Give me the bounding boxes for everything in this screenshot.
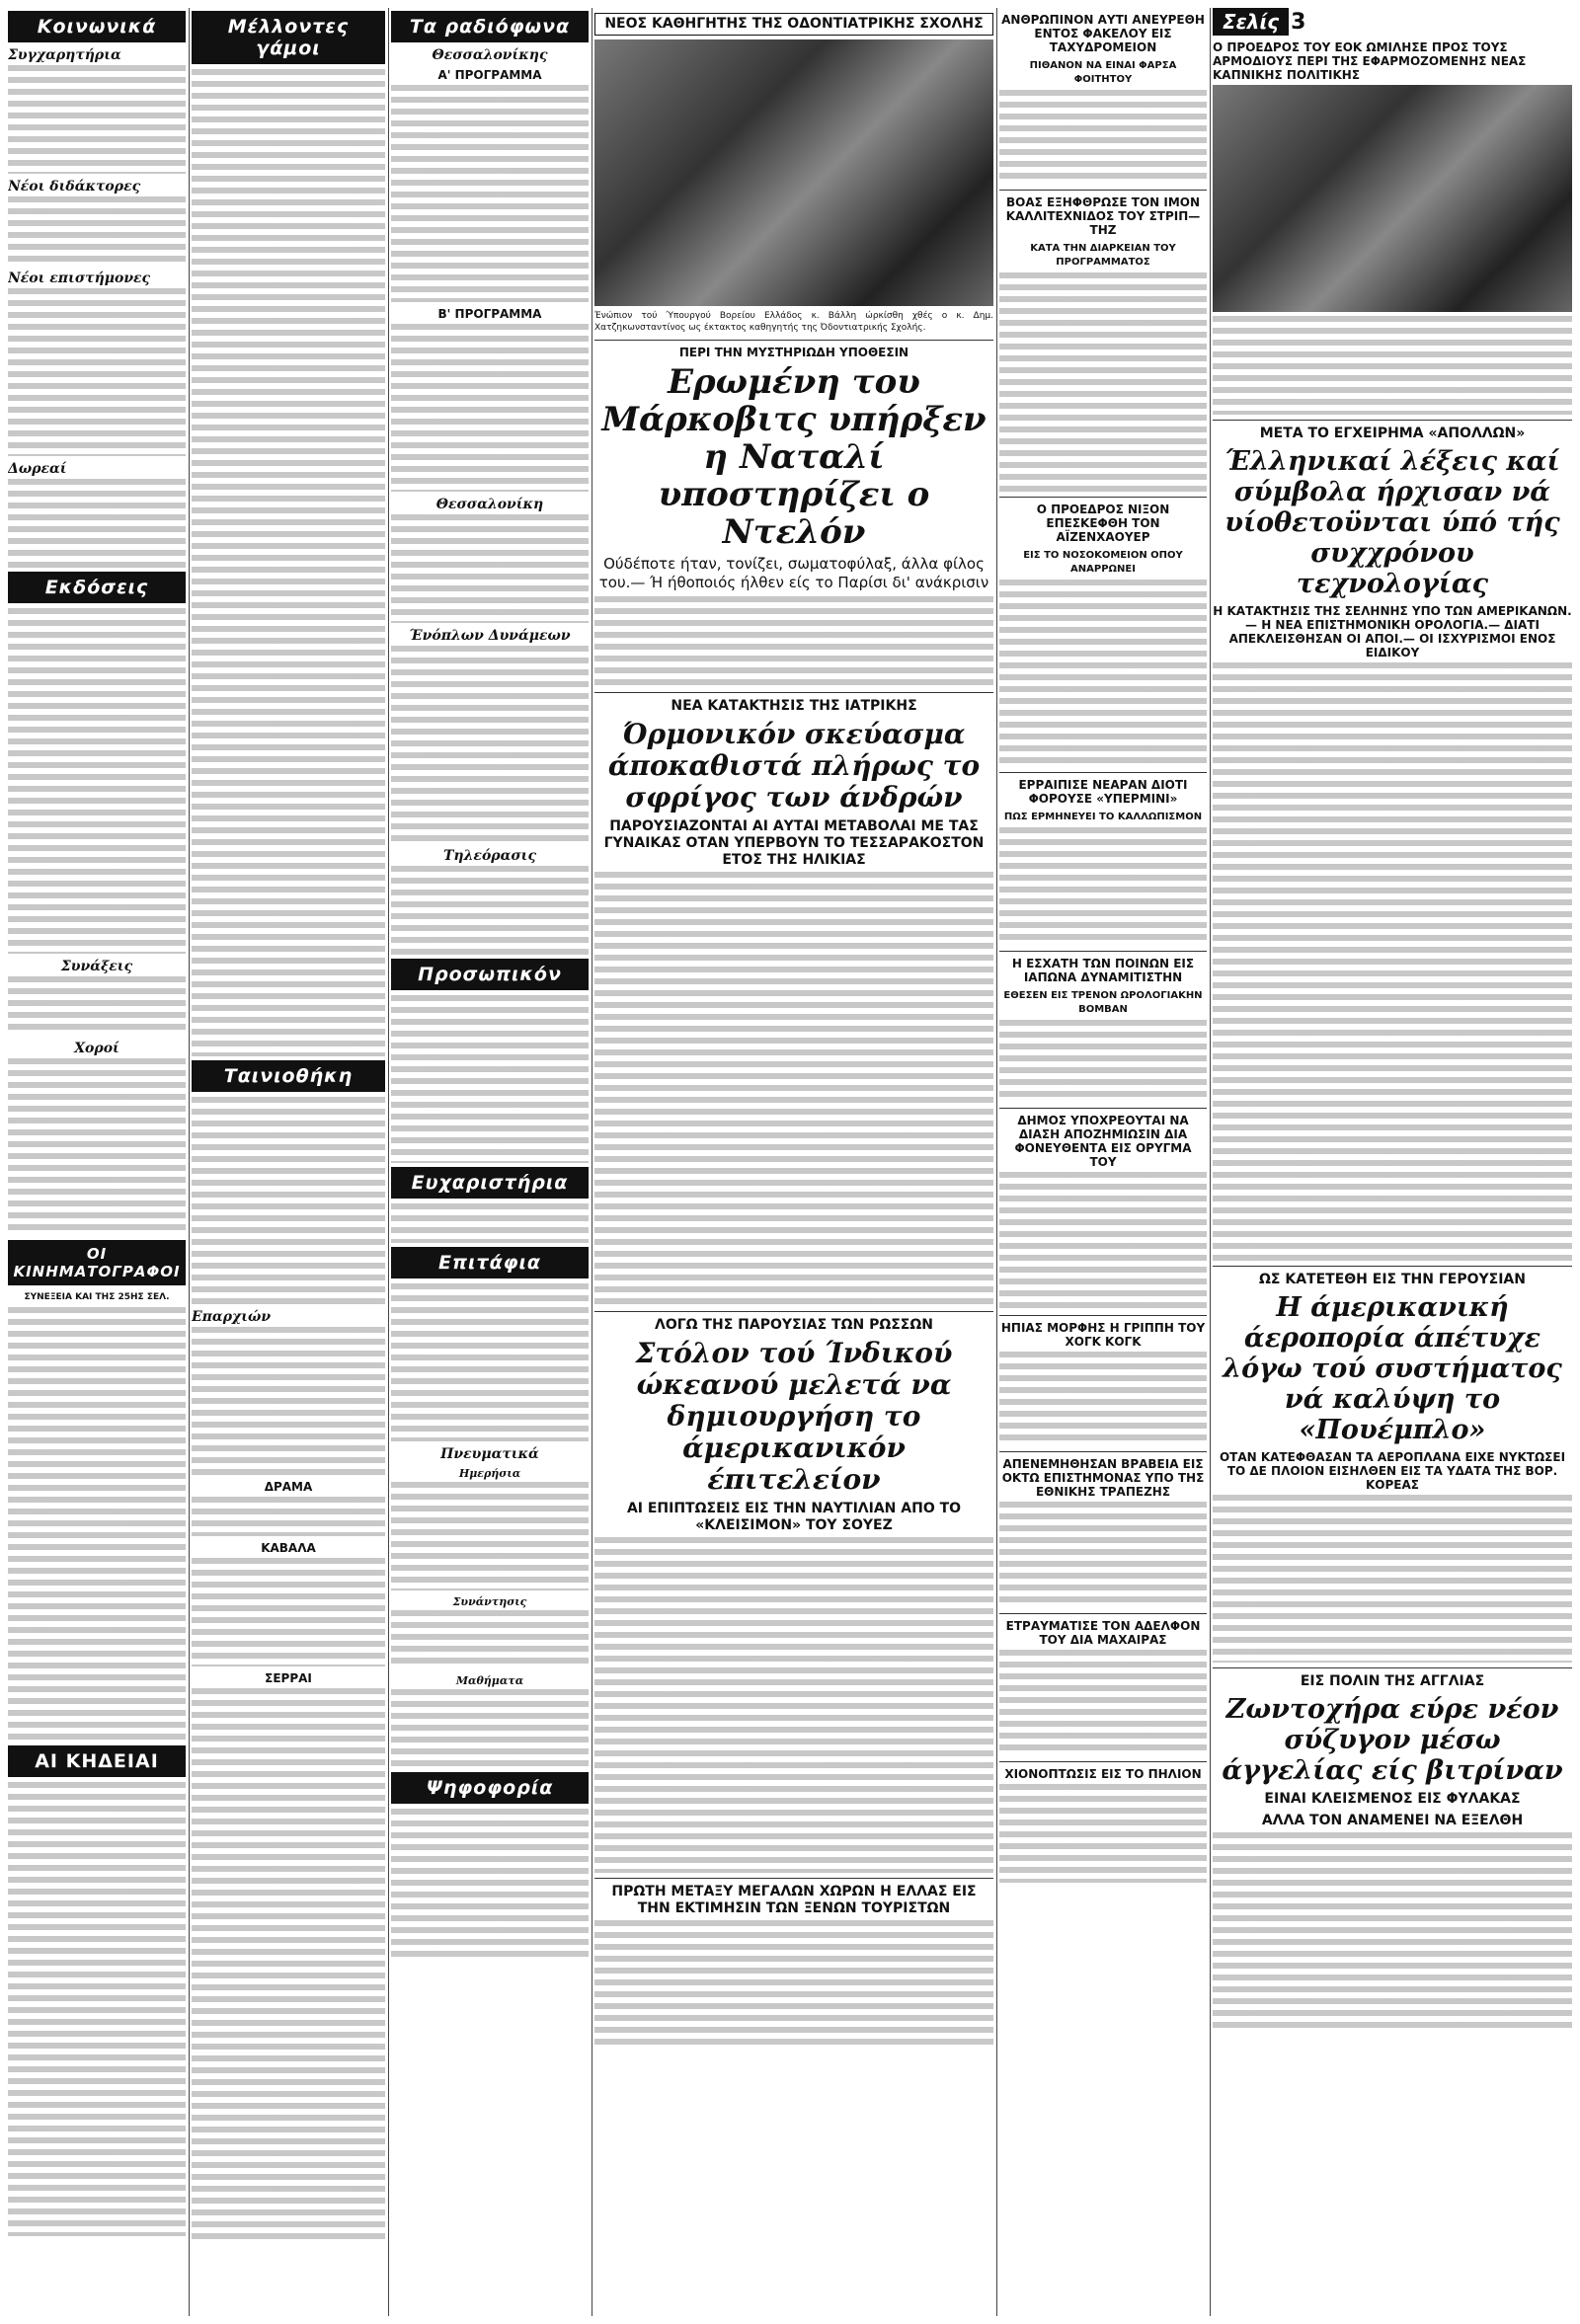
subsection-heading: Συνάξεις xyxy=(60,959,133,974)
subsection-heading: ΚΑΒΑΛΑ xyxy=(261,1541,316,1555)
section-banner-funerals: ΑΙ ΚΗΔΕΙΑΙ xyxy=(8,1745,186,1777)
text-block xyxy=(192,69,385,1056)
text-block xyxy=(391,1610,589,1669)
column-rule xyxy=(996,8,997,2316)
subsection-heading: Συγχαρητήρια xyxy=(8,47,121,63)
headline-japan-dynamite: Η ΕΣΧΑΤΗ ΤΩΝ ΠΟΙΝΩΝ ΕΙΣ ΙΑΠΩΝΑ ΔΥΝΑΜΙΤΙΣΤΗΝ xyxy=(1011,957,1195,984)
headline-snowfall: ΧΙΟΝΟΠΤΩΣΙΣ ΕΙΣ ΤΟ ΠΗΛΙΟΝ xyxy=(1004,1767,1202,1781)
headline-greek-words-technology: Έλληνικαί λέξεις καί σύμβολα ήρχισαν νά υίοθετοϋνται ύπό τής συχχρόνου τεχνολογίας xyxy=(1224,446,1560,599)
headline-kicker: ΕΙΣ ΠΟΛΙΝ ΤΗΣ ΑΓΓΛΙΑΣ xyxy=(1300,1673,1485,1689)
photo-swearing-in xyxy=(594,39,993,306)
text-block xyxy=(999,1020,1207,1103)
headline-boa: ΒΟΑΣ ΕΞΗΦΘΡΩΣΕ ΤΟΝ ΙΜΟΝ ΚΑΛΛΙΤΕΧΝΙΔΟΣ ΤΟΥ ΣΤΡΙΠ—ΤΗΖ xyxy=(1005,195,1201,237)
headline-eok-president: Ο ΠΡΟΕΔΡΟΣ ΤΟΥ ΕΟΚ ΩΜΙΛΗΣΕ ΠΡΟΣ ΤΟΥΣ ΑΡΜΟΔΙΟΥΣ ΠΕΡΙ ΤΗΣ ΕΦΑΡΜΟΖΟΜΕΝΗΣ ΝΕΑΣ ΚΑΠΝΙΚΗΣ ΠΟΛΙΤΙΚΗΣ xyxy=(1213,40,1527,82)
page-number: 3 xyxy=(1291,10,1306,35)
text-block xyxy=(8,479,186,568)
text-block xyxy=(391,85,589,302)
divider xyxy=(999,1315,1207,1316)
text-block xyxy=(192,1497,385,1536)
column-social xyxy=(8,8,186,2316)
headline-deck: ΚΑΤΑ ΤΗΝ ΔΙΑΡΚΕΙΑΝ ΤΟΥ ΠΡΟΓΡΑΜΜΑΤΟΣ xyxy=(1030,243,1176,268)
text-block xyxy=(999,1502,1207,1608)
headline-knife: ΕΤΡΑΥΜΑΤΙΣΕ ΤΟΝ ΑΔΕΛΦΟΝ ΤΟΥ ΔΙΑ ΜΑΧΑΙΡΑΣ xyxy=(1005,1619,1201,1647)
text-block xyxy=(391,514,589,623)
text-block xyxy=(1213,316,1572,415)
column-radio xyxy=(391,8,589,2316)
headline-flu: ΗΠΙΑΣ ΜΟΡΦΗΣ Η ΓΡΙΠΠΗ ΤΟΥ ΧΟΓΚ ΚΟΓΚ xyxy=(1000,1321,1206,1349)
divider xyxy=(999,1451,1207,1452)
column-rule xyxy=(189,8,190,2316)
subsection-heading: Α' ΠΡΟΓΡΑΜΜΑ xyxy=(437,68,542,82)
headline-widow-ad: Ζωντοχήρα εύρε νέον σύζυγον μέσω άγγελίας είς βιτρίναν xyxy=(1222,1694,1563,1786)
headline-human-ear: ΑΝΘΡΩΠΙΝΟΝ ΑΥΤΙ ΑΝΕΥΡΕΘΗ ΕΝΤΟΣ ΦΑΚΕΛΟΥ ΕΙΣ ΤΑΧΥΔΡΟΜΕΙΟΝ xyxy=(1001,13,1205,54)
text-block xyxy=(594,1920,993,2049)
divider xyxy=(999,1761,1207,1762)
text-block xyxy=(594,872,993,1306)
headline-markovic-case: Ερωμένη του Μάρκοβιτς υπήρξεν η Ναταλί υποστηρίζει ο Ντελόν xyxy=(601,362,987,552)
headline-deck: ΕΙΣ ΤΟ ΝΟΣΟΚΟΜΕΙΟΝ ΟΠΟΥ ΑΝΑΡΡΩΝΕΙ xyxy=(1023,550,1183,575)
text-block xyxy=(1213,1832,1572,2030)
headline-kicker: ΩΣ ΚΑΤΕΤΕΘΗ ΕΙΣ ΤΗΝ ΓΕΡΟΥΣΙΑΝ xyxy=(1259,1272,1526,1287)
headline-hormone-medicine: Όρμονικόν σκεύασμα άποκαθιστά πλήρως το σφρίγος των άνδρών xyxy=(607,718,981,813)
subsection-heading: Δωρεαί xyxy=(8,461,67,477)
subsection-heading: Νέοι διδάκτορες xyxy=(8,179,141,194)
text-block xyxy=(391,1283,589,1441)
column-page-three xyxy=(1213,8,1572,2316)
headline-deck: ΑΙ ΕΠΙΠΤΩΣΕΙΣ ΕΙΣ ΤΗΝ ΝΑΥΤΙΛΙΑΝ ΑΠΟ ΤΟ «ΚΛΕΙΣΙΜΟΝ» ΤΟΥ ΣΟΥΕΖ xyxy=(626,1501,962,1533)
headline-deck: ΑΛΛΑ ΤΟΝ ΑΝΑΜΕΝΕΙ ΝΑ ΕΞΕΛΘΗ xyxy=(1261,1813,1524,1828)
text-block xyxy=(999,272,1207,492)
headline-nixon-visit: Ο ΠΡΟΕΔΡΟΣ ΝΙΞΟΝ ΕΠΕΣΚΕΦΘΗ ΤΟΝ ΑΪΖΕΝΧΑΟΥΕΡ xyxy=(1036,503,1170,544)
section-banner-publications: Εκδόσεις xyxy=(8,572,186,603)
text-block xyxy=(391,995,589,1163)
headline-municipality-compensation: ΔΗΜΟΣ ΥΠΟΧΡΕΟΥΤΑΙ ΝΑ ΔΙΑΣΗ ΑΠΟΖΗΜΙΩΣΙΝ ΔΙΑ ΦΟΝΕΥΘΕΝΤΑ ΕΙΣ ΟΡΥΓΜΑ ΤΟΥ xyxy=(1014,1114,1192,1169)
page-flag xyxy=(1213,8,1572,36)
cinema-subheading: ΣΥΝΕΞΕΙΑ ΚΑΙ ΤΗΣ 25ΗΣ ΣΕΛ. xyxy=(24,1292,170,1302)
divider xyxy=(594,1311,993,1312)
page-flag-label: Σελίς xyxy=(1213,8,1289,36)
text-block xyxy=(999,1172,1207,1310)
text-block xyxy=(192,1558,385,1666)
subsection-heading: Μαθήματα xyxy=(455,1674,524,1687)
text-block xyxy=(594,596,993,687)
column-main-news xyxy=(594,8,993,2316)
column-rule xyxy=(388,8,389,2316)
headline-deck: Ούδέποτε ήταν, τονίζει, σωματοφύλαξ, άλλα φίλος του.— Ή ήθοποιός ήλθεν είς το Παρίσι δι' ανάκρισιν xyxy=(598,555,989,591)
subsection-heading: ΔΡΑΜΑ xyxy=(264,1480,313,1494)
subsection-heading: Θεσσαλονίκη xyxy=(435,497,544,512)
divider xyxy=(1213,1266,1572,1267)
headline-awards: ΑΠΕΝΕΜΗΘΗΣΑΝ ΒΡΑΒΕΙΑ ΕΙΣ ΟΚΤΩ ΕΠΙΣΤΗΜΟΝΑΣ ΥΠΟ ΤΗΣ ΕΘΝΙΚΗΣ ΤΡΑΠΕΖΗΣ xyxy=(1001,1457,1205,1499)
section-banner-personnel: Προσωπικόν xyxy=(391,959,589,990)
subsection-heading: Συνάντησις xyxy=(452,1595,527,1608)
subsection-heading: Επαρχιών xyxy=(192,1309,272,1325)
headline-deck: ΠΙΘΑΝΟΝ ΝΑ ΕΙΝΑΙ ΦΑΡΣΑ ΦΟΙΤΗΤΟΥ xyxy=(1029,60,1177,85)
column-short-news xyxy=(999,8,1207,2316)
headline-kicker: ΠΕΡΙ ΤΗΝ ΜΥΣΤΗΡΙΩΔΗ ΥΠΟΘΕΣΙΝ xyxy=(678,346,909,359)
headline-hypermini: ΕΡΡΑΙΠΙΣΕ ΝΕΑΡΑΝ ΔΙΟΤΙ ΦΟΡΟΥΣΕ «ΥΠΕΡΜΙΝΙ» xyxy=(1018,778,1188,806)
text-block xyxy=(391,324,589,492)
section-banner-social: Κοινωνικά xyxy=(8,11,186,42)
headline-deck: Η ΚΑΤΑΚΤΗΣΙΣ ΤΗΣ ΣΕΛΗΝΗΣ ΥΠΟ ΤΩΝ ΑΜΕΡΙΚΑΝΩΝ.— Η ΝΕΑ ΕΠΙΣΤΗΜΟΝΙΚΗ ΟΡΟΛΟΓΙΑ.— ΔΙΑΤΙ ΑΠΕΚΛΕΙΣΘΗΣΑΝ ΟΙ ΑΠΟΙ.— ΟΙ ΙΣΧΥΡΙΣΜΟΙ ΕΝΟΣ ΕΙΔΙΚΟΥ xyxy=(1213,604,1572,659)
headline-kicker: ΝΕΑ ΚΑΤΑΚΤΗΣΙΣ ΤΗΣ ΙΑΤΡΙΚΗΣ xyxy=(671,698,917,714)
headline-deck: ΠΑΡΟΥΣΙΑΖΟΝΤΑΙ ΑΙ ΑΥΤΑΙ ΜΕΤΑΒΟΛΑΙ ΜΕ ΤΑΣ ΓΥΝΑΙΚΑΣ ΟΤΑΝ ΥΠΕΡΒΟΥΝ ΤΟ ΤΕΣΣΑΡΑΚΟΣΤΟΝ ΕΤΟΣ ΤΗΣ ΗΛΙΚΙΑΣ xyxy=(603,818,985,868)
headline-deck: ΕΙΝΑΙ ΚΛΕΙΣΜΕΝΟΣ ΕΙΣ ΦΥΛΑΚΑΣ xyxy=(1264,1791,1521,1807)
subsection-heading: Τηλεόρασις xyxy=(443,848,536,864)
subsection-heading: Β' ΠΡΟΓΡΑΜΜΑ xyxy=(437,307,542,321)
text-block xyxy=(999,580,1207,767)
text-block xyxy=(8,1782,186,2236)
divider xyxy=(999,1108,1207,1109)
text-block xyxy=(391,1809,589,1957)
headline-tourism: ΠΡΩΤΗ ΜΕΤΑΞΥ ΜΕΓΑΛΩΝ ΧΩΡΩΝ Η ΕΛΛΑΣ ΕΙΣ ΤΗΝ ΕΚΤΙΜΗΣΙΝ ΤΩΝ ΞΕΝΩΝ ΤΟΥΡΙΣΤΩΝ xyxy=(611,1884,977,1916)
text-block xyxy=(8,1058,186,1236)
subsection-heading: Χοροί xyxy=(74,1041,119,1056)
subsection-heading: ΣΕΡΡΑΙ xyxy=(265,1671,312,1685)
text-block xyxy=(8,65,186,174)
text-block xyxy=(999,1352,1207,1446)
headline-kicker: ΜΕΤΑ ΤΟ ΕΓΧΕΙΡΗΜΑ «ΑΠΟΛΛΩΝ» xyxy=(1259,426,1526,441)
text-block xyxy=(8,288,186,456)
text-block xyxy=(192,1097,385,1304)
divider xyxy=(999,772,1207,773)
subsection-heading: Θεσσαλονίκης xyxy=(432,47,548,63)
text-block xyxy=(999,1784,1207,1883)
subsection-heading: Πνευματικά xyxy=(440,1446,539,1462)
text-block xyxy=(391,1689,589,1768)
headline-deck: ΠΩΣ ΕΡΜΗΝΕΥΕΙ ΤΟ ΚΑΛΛΩΠΙΣΜΟΝ xyxy=(1003,812,1203,822)
text-block xyxy=(8,196,186,266)
text-block xyxy=(8,608,186,954)
divider xyxy=(594,340,993,341)
text-block xyxy=(1213,1495,1572,1663)
text-block xyxy=(999,827,1207,946)
newspaper-page xyxy=(8,8,1572,2316)
subsection-heading: Νέοι επιστήμονες xyxy=(8,271,151,286)
divider xyxy=(1213,420,1572,421)
text-block xyxy=(192,1327,385,1475)
section-banner-voting: Ψηφοφορία xyxy=(391,1772,589,1804)
photo-caption: Ένώπιον τού Ύπουργού Βορείου Ελλάδος κ. Βάλλη ώρκίσθη χθές ο κ. Δημ. Χατζηκωνσταντίνος ως έκτακτος καθηγητής της Όδοντιατρικής Σχολής. xyxy=(594,311,993,333)
column-rule xyxy=(1210,8,1211,2316)
text-block xyxy=(391,1203,589,1243)
section-banner-weddings: Μέλλοντες γάμοι xyxy=(192,11,385,64)
divider xyxy=(999,1613,1207,1614)
text-block xyxy=(999,90,1207,185)
text-block xyxy=(999,1650,1207,1756)
divider xyxy=(1213,1667,1572,1668)
headline-pueblo: Η άμερικανική άεροπορία άπέτυχε λόγω τού συστήματος νά καλύψη το «Πουέμπλο» xyxy=(1223,1292,1562,1445)
section-banner-thanks: Ευχαριστήρια xyxy=(391,1167,589,1199)
text-block xyxy=(391,1482,589,1590)
text-block xyxy=(391,646,589,843)
text-block xyxy=(8,976,186,1036)
section-banner-film-library: Ταινιοθήκη xyxy=(192,1060,385,1092)
headline-indian-ocean-fleet: Στόλον τού Ίνδικού ώκεανού μελετά να δημιουργήση το άμερικανικόν έπιτελείον xyxy=(635,1337,953,1496)
headline-deck: ΟΤΑΝ ΚΑΤΕΦΘΑΣΑΝ ΤΑ ΑΕΡΟΠΛΑΝΑ ΕΙΧΕ ΝΥΚΤΩΣΕΙ ΤΟ ΔΕ ΠΛΟΙΟΝ ΕΙΣΗΛΘΕΝ ΕΙΣ ΤΑ ΥΔΑΤΑ ΤΗΣ ΒΟΡ. ΚΟΡΕΑΣ xyxy=(1219,1450,1566,1492)
text-block xyxy=(594,1537,993,1873)
headline-kicker: ΛΟΓΩ ΤΗΣ ΠΑΡΟΥΣΙΑΣ ΤΩΝ ΡΩΣΣΩΝ xyxy=(655,1317,933,1333)
text-block xyxy=(8,1307,186,1742)
column-weddings xyxy=(192,8,385,2316)
divider xyxy=(999,497,1207,498)
photo-tobacco-meeting xyxy=(1213,85,1572,312)
headline-new-professor: ΝΕΟΣ ΚΑΘΗΓΗΤΗΣ ΤΗΣ ΟΔΟΝΤΙΑΤΡΙΚΗΣ ΣΧΟΛΗΣ xyxy=(594,13,993,36)
subsection-heading: Ένόπλων Δυνάμεων xyxy=(409,628,571,644)
text-block xyxy=(391,866,589,955)
text-block xyxy=(192,1688,385,2241)
section-banner-cinemas: ΟΙ ΚΙΝΗΜΑΤΟΓΡΑΦΟΙ xyxy=(8,1240,186,1285)
text-block xyxy=(1213,662,1572,1261)
section-banner-memorials: Επιτάφια xyxy=(391,1247,589,1278)
divider xyxy=(594,1878,993,1879)
headline-deck: ΕΘΕΣΕΝ ΕΙΣ ΤΡΕΝΟΝ ΩΡΟΛΟΓΙΑΚΗΝ ΒΟΜΒΑΝ xyxy=(1003,990,1203,1015)
subsection-heading: Ημερήσια xyxy=(458,1467,521,1480)
divider xyxy=(594,692,993,693)
section-banner-radio: Τα ραδιόφωνα xyxy=(391,11,589,42)
divider xyxy=(999,951,1207,952)
divider xyxy=(999,190,1207,191)
